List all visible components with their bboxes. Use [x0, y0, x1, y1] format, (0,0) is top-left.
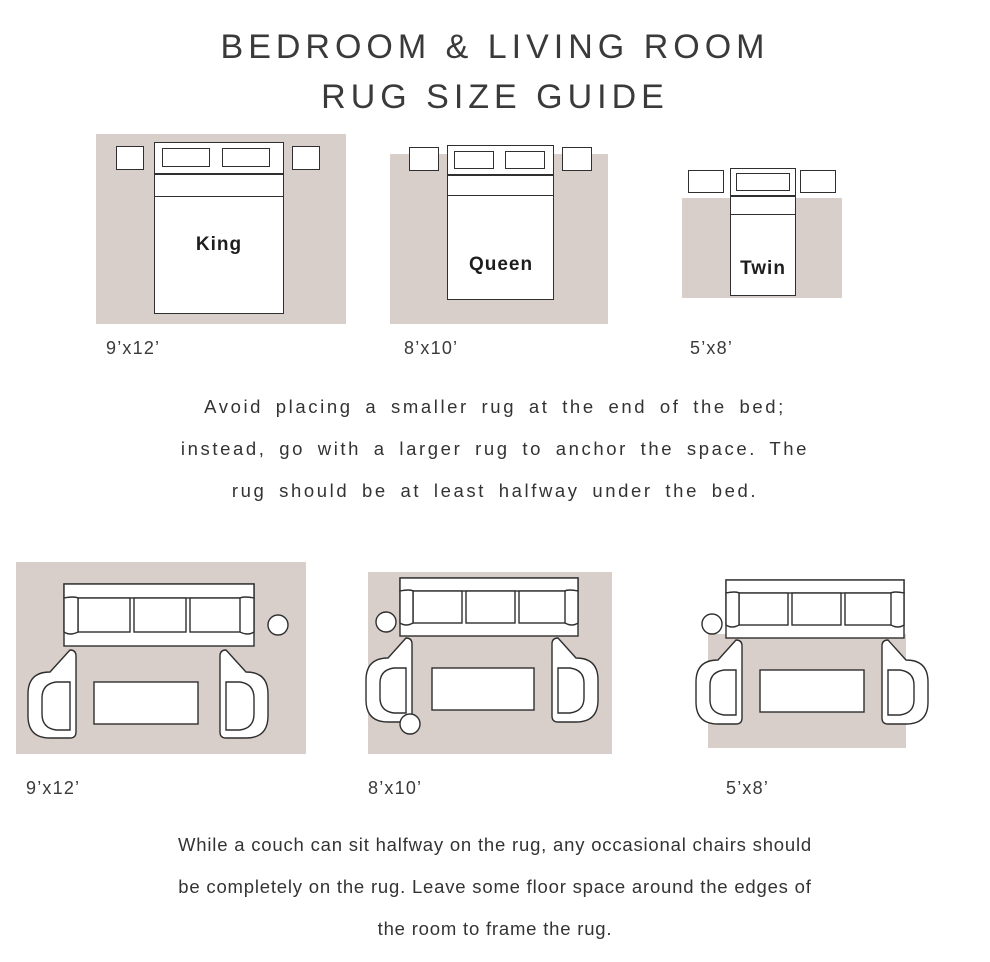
living-furniture-9x12 [16, 562, 306, 754]
rug-size-label-living-8x10: 8’x10’ [368, 778, 423, 798]
pillow-right-king [222, 148, 270, 167]
pillow-left-king [162, 148, 210, 167]
nightstand-right-twin [800, 170, 836, 193]
living-note-line-3: the room to frame the rug. [377, 918, 613, 939]
living-diagram-9x12 [16, 562, 306, 754]
blanket-fold-twin [730, 214, 796, 215]
bedroom-diagram-twin [682, 198, 842, 298]
rug-size-label-living-9x12: 9’x12’ [26, 778, 81, 798]
nightstand-right-king [292, 146, 320, 170]
rug-size-label-living-5x8: 5’x8’ [726, 778, 770, 798]
nightstand-left-queen [409, 147, 439, 171]
mattress-twin [730, 196, 796, 296]
bed-label-twin: Twin [740, 258, 786, 279]
nightstand-left-twin [688, 170, 724, 193]
rug-size-label-king: 9’x12’ [106, 338, 161, 358]
mattress-queen [447, 175, 554, 300]
bedroom-diagram-king [96, 134, 346, 324]
bedroom-note [0, 386, 990, 512]
pillow-left-queen [454, 151, 494, 169]
rug-size-label-queen: 8’x10’ [404, 338, 459, 358]
bedroom-note-line-1: Avoid placing a smaller rug at the end of the bed; [204, 396, 786, 417]
living-diagram-5x8 [708, 634, 906, 748]
bed-label-king: King [195, 234, 243, 255]
blanket-fold-king [154, 196, 284, 197]
page-title-line-2: RUG SIZE GUIDE [321, 78, 669, 116]
bedroom-note-line-3: rug should be at least halfway under the bed. [231, 480, 759, 501]
pillow-twin [736, 173, 790, 191]
page-title [0, 0, 990, 122]
living-diagram-8x10 [368, 572, 612, 754]
living-furniture-5x8 [660, 562, 950, 762]
blanket-fold-queen [447, 195, 554, 196]
living-furniture-8x10 [352, 560, 652, 760]
living-note-line-1: While a couch can sit halfway on the rug, any occasional chairs should [178, 834, 812, 855]
bedroom-note-line-2: instead, go with a larger rug to anchor the space. The [180, 438, 810, 459]
nightstand-right-queen [562, 147, 592, 171]
page-title-line-1: BEDROOM & LIVING ROOM [220, 28, 770, 66]
pillow-right-queen [505, 151, 545, 169]
bed-label-queen: Queen [468, 254, 534, 275]
living-note-line-2: be completely on the rug. Leave some floor space around the edges of [178, 876, 812, 897]
bedroom-diagram-queen [390, 154, 608, 324]
rug-size-label-twin: 5’x8’ [690, 338, 734, 358]
living-note [0, 824, 990, 950]
nightstand-left-king [116, 146, 144, 170]
